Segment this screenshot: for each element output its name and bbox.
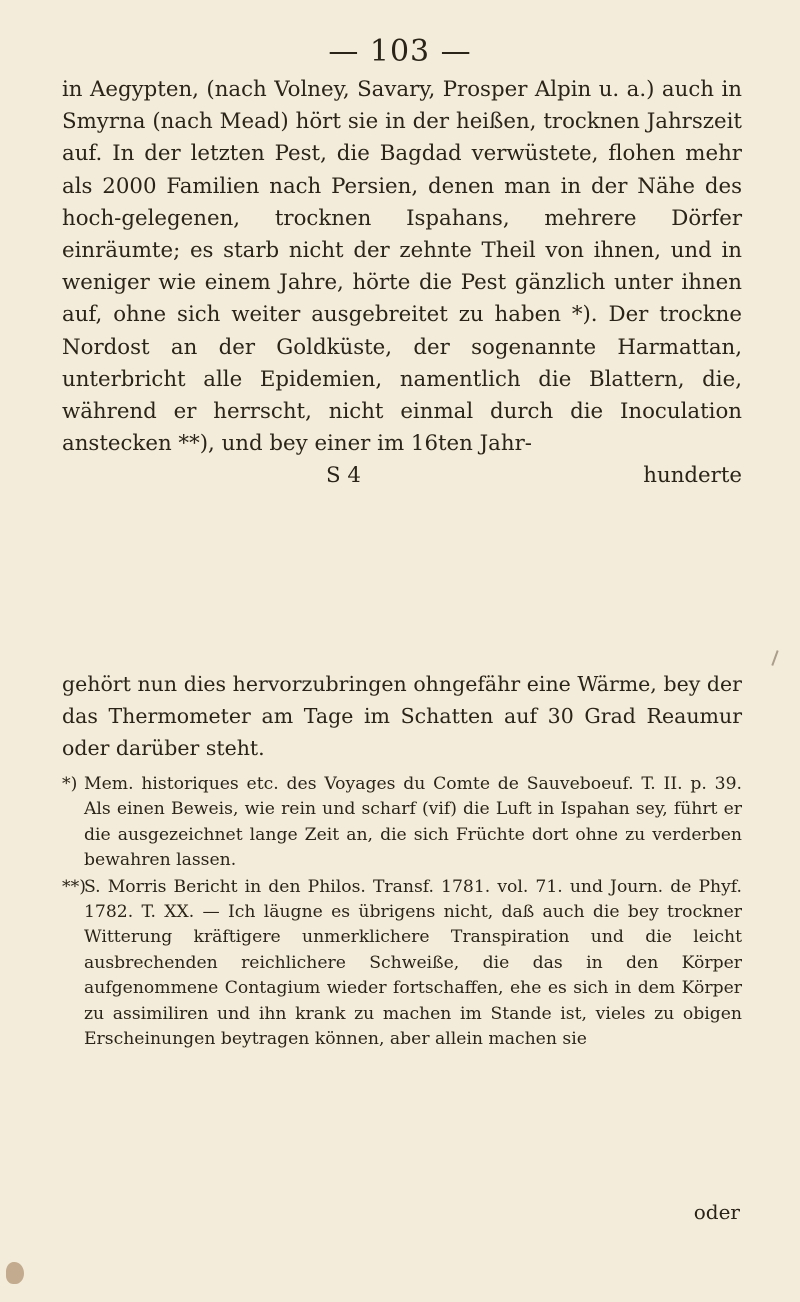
footnote-1 xyxy=(62,772,742,874)
footnotes xyxy=(62,772,742,1053)
footnote-1-text: Mem. historiques etc. des Voyages du Comte de Sauveboeuf. T. II. p. 39. Als einen Beweis, wie rein und scharf (vif) die Luft in Ispahan sey, führt er die ausgezeichnet lange Zeit an, die sich Früchte dort ohne zu verderben bewahren lassen. xyxy=(84,774,742,871)
catchword: hunderte xyxy=(643,463,742,489)
continuation-paragraph: gehört nun dies hervorzubringen ohngefähr eine Wärme, bey der das Thermometer am Tage im Schatten auf 30 Grad Reaumur oder darüber steht. xyxy=(62,672,742,760)
footnote-2-text: S. Morris Bericht in den Philos. Transf. 1781. vol. 71. und Journ. de Phyf. 1782. T. XX. — Ich läugne es übrigens nicht, daß auch die bey trockner Witterung kräftigere unmerklichere Transpiration und die leicht ausbrechenden reichlichere Schweiße, die das in den Körper aufgenommene Contagium wieder fortschaffen, ehe es sich in dem Körper zu assimiliren und ihn krank zu machen im Stande ist, vieles zu obigen Erscheinungen beytragen können, aber allein machen sie xyxy=(84,876,742,1050)
main-paragraph: in Aegypten, (nach Volney, Savary, Prosper Alpin u. a.) auch in Smyrna (nach Mead) hört sie in der heißen, trocknen Jahrszeit auf. In der letzten Pest, die Bagdad verwüstete, flohen mehr als 2000 Familien nach Persien, denen man in der Nähe des hoch-gelegenen, trocknen Ispahans, mehrere Dörfer einräumte; es starb nicht der zehnte Theil von ihnen, und in weniger wie einem Jahre, hörte die Pest gänzlich unter ihnen auf, ohne sich weiter ausgebreitet zu haben *). Der trockne Nordost an der Goldküste, der sogenannte Harmattan, unterbricht alle Epidemien, namentlich die Blattern, die, während er herrscht, nicht einmal durch die Inoculation anstecken **), und bey einer im 16ten Jahr- xyxy=(62,77,742,457)
ink-blot xyxy=(6,1262,24,1284)
footnote-2 xyxy=(62,875,742,1053)
signature-row xyxy=(62,460,742,492)
continuation-text xyxy=(62,668,742,764)
footnote-1-mark: *) xyxy=(62,774,78,794)
main-text xyxy=(62,74,742,492)
signature-mark: S 4 xyxy=(326,463,361,489)
footnote-2-mark: **) xyxy=(62,876,86,897)
margin-mark xyxy=(771,650,778,666)
page-number: — 103 — xyxy=(328,34,472,69)
bottom-catchword: oder xyxy=(693,1200,740,1224)
